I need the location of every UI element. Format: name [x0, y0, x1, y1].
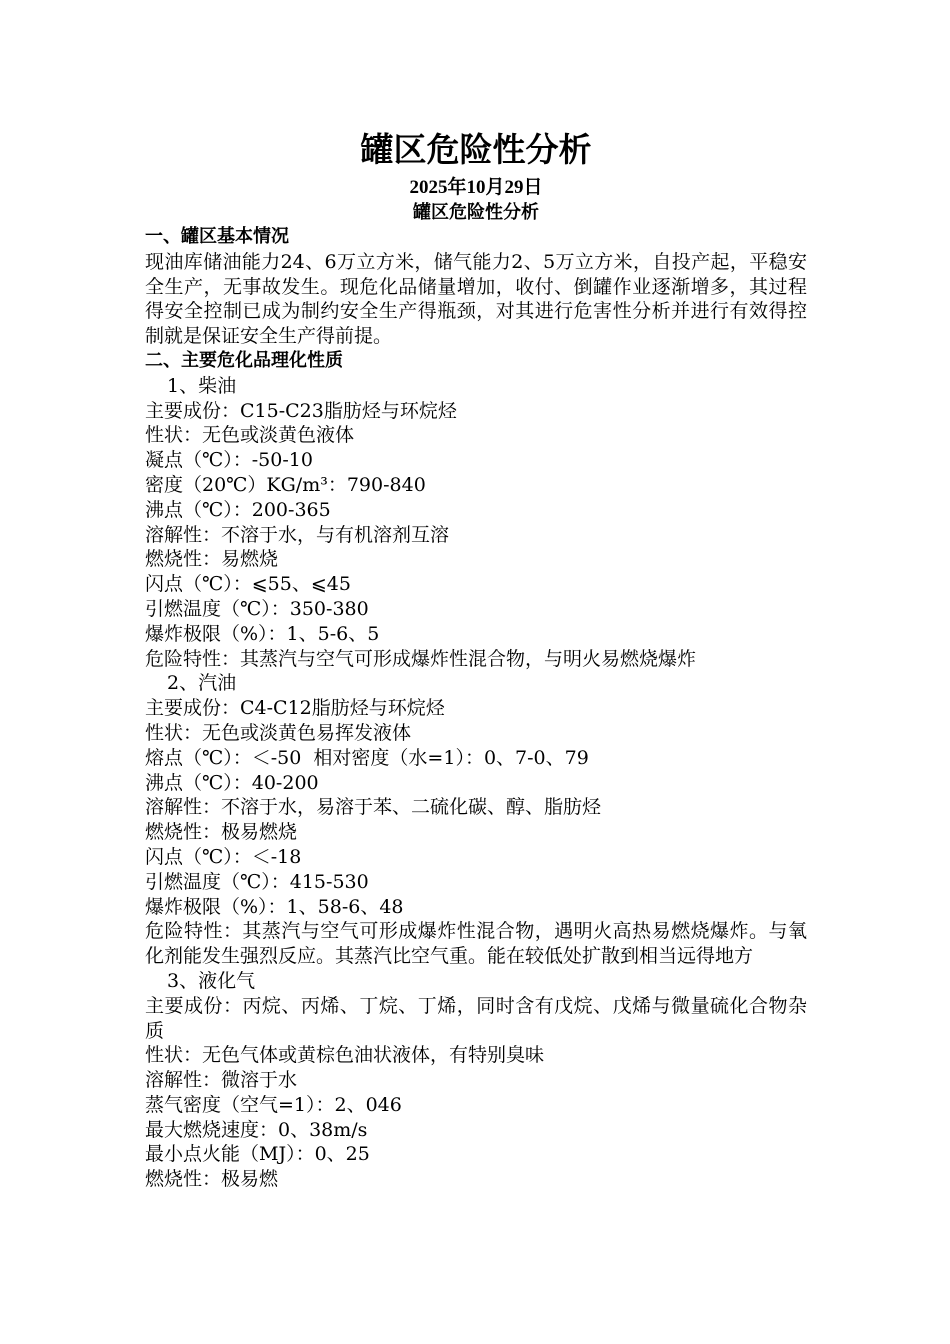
lpg-subheading: 3、液化气 — [167, 969, 256, 992]
lpg-line: 性状：无色气体或黄棕色油状液体，有特别臭味 — [145, 1044, 545, 1067]
diesel-line: 引燃温度（℃）：350-380 — [145, 597, 369, 620]
gasoline-line: 沸点（℃）：40-200 — [145, 771, 319, 794]
gasoline-line: 性状：无色或淡黄色易挥发液体 — [145, 721, 412, 744]
gasoline-line: 主要成份：C4-C12脂肪烃与环烷烃 — [145, 697, 445, 720]
lpg-line: 燃烧性：极易燃 — [145, 1168, 279, 1191]
diesel-line: 凝点（℃）：-50-10 — [145, 449, 313, 472]
lpg-line: 最小点火能（MJ）：0、25 — [145, 1143, 370, 1166]
diesel-line: 闪点（℃）：⩽55、⩽45 — [145, 573, 351, 596]
section-body-basic: 现油库储油能力24、6万立方米，储气能力2、5万立方米，自投产起，平稳安全生产，无事故发生。现危化品储量增加，收付、倒罐作业逐渐增多，其过程得安全控制已成为制约安全生产得瓶颈，对其进行危害性分析并进行有效得控制就是保证安全生产得前提。 — [145, 250, 807, 348]
document-page — [145, 128, 807, 1192]
gasoline-hazard: 危险特性：其蒸汽与空气可形成爆炸性混合物，遇明火高热易燃烧爆炸。与氧化剂能发生强烈反应。其蒸汽比空气重。能在较低处扩散到相当远得地方 — [145, 920, 807, 968]
gasoline-subheading: 2、汽油 — [167, 672, 237, 695]
diesel-line: 危险特性：其蒸汽与空气可形成爆炸性混合物，与明火易燃烧爆炸 — [145, 647, 697, 670]
gasoline-line: 燃烧性：极易燃烧 — [145, 821, 298, 844]
gasoline-line: 闪点（℃）：＜-18 — [145, 845, 302, 868]
lpg-line: 最大燃烧速度：0、38m/s — [145, 1118, 368, 1141]
diesel-line: 燃烧性：易燃烧 — [145, 548, 279, 571]
diesel-line: 性状：无色或淡黄色液体 — [145, 424, 355, 447]
diesel-line: 爆炸极限（%）：1、5-6、5 — [145, 622, 380, 645]
diesel-line: 密度（20℃）KG/m³：790-840 — [145, 473, 426, 496]
diesel-line: 主要成份：C15-C23脂肪烃与环烷烃 — [145, 399, 457, 422]
lpg-line: 蒸气密度（空气=1）：2、046 — [145, 1093, 402, 1116]
document-title: 罐区危险性分析 — [360, 130, 592, 169]
diesel-line: 溶解性：不溶于水，与有机溶剂互溶 — [145, 523, 450, 546]
lpg-line: 溶解性：微溶于水 — [145, 1069, 298, 1092]
gasoline-line: 引燃温度（℃）：415-530 — [145, 870, 369, 893]
gasoline-line: 爆炸极限（%）：1、58-6、48 — [145, 895, 404, 918]
gasoline-line: 溶解性：不溶于水，易溶于苯、二硫化碳、醇、脂肪烃 — [145, 796, 602, 819]
gasoline-line: 熔点（℃）：＜-50 相对密度（水=1）：0、7-0、79 — [145, 746, 589, 769]
section-heading-properties: 二、主要危化品理化性质 — [145, 349, 343, 371]
diesel-subheading: 1、柴油 — [167, 374, 237, 397]
document-date: 2025年10月29日 — [409, 177, 543, 198]
document-subtitle: 罐区危险性分析 — [413, 202, 539, 223]
lpg-composition: 主要成份：丙烷、丙烯、丁烷、丁烯，同时含有戊烷、戊烯与微量硫化合物杂质 — [145, 994, 807, 1042]
diesel-line: 沸点（℃）：200-365 — [145, 498, 331, 521]
section-heading-basic: 一、罐区基本情况 — [145, 226, 289, 247]
